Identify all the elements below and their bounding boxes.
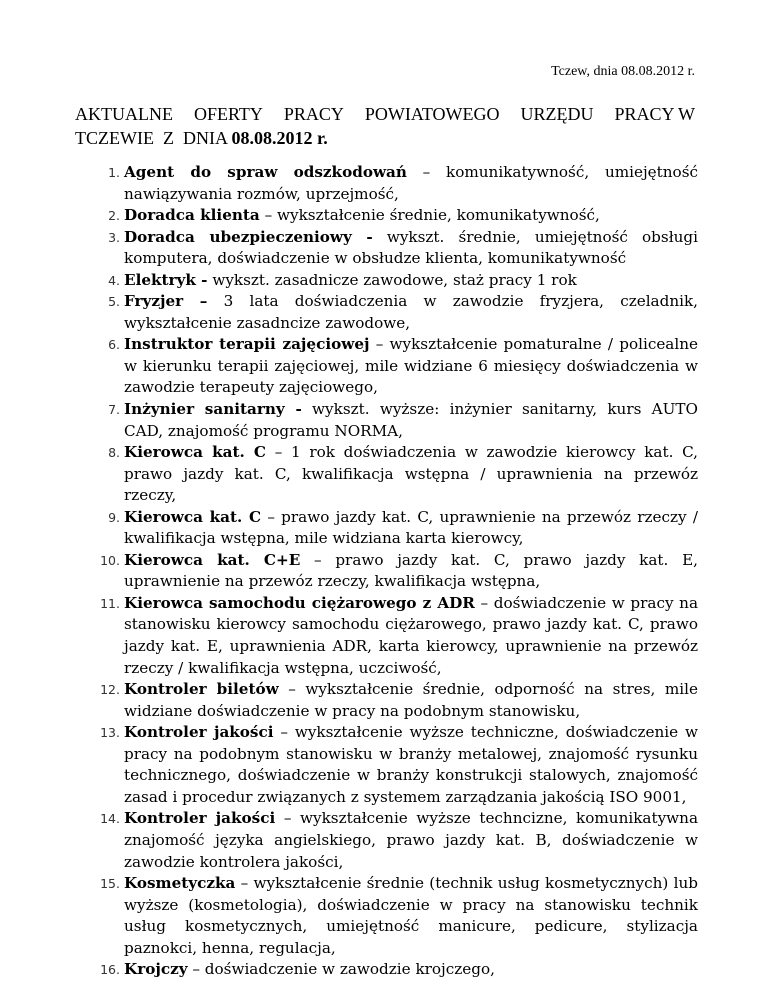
title-date: 08.08.2012 r.	[231, 128, 328, 148]
job-offer-item	[0, 399, 698, 442]
item-number: 16.	[100, 962, 120, 978]
job-offer-item	[0, 593, 698, 679]
item-number: 15.	[100, 876, 120, 892]
job-offer-item	[0, 507, 698, 550]
job-offer-item	[0, 162, 698, 205]
job-requirements: – doświadczenie w zawodzie krojczego,	[187, 960, 495, 979]
title-prefix: TCZEWIE Z DNIA	[75, 128, 232, 148]
job-requirements: wykszt. zasadnicze zawodowe, staż pracy 1 rok	[207, 270, 577, 289]
item-number: 13.	[100, 725, 120, 741]
item-number: 10.	[100, 552, 120, 568]
job-requirements: wykszt. średnie, umiejętność obsługi komputera, doświadczenie w obsłudze klienta, komunikatywność	[124, 227, 698, 268]
job-offer-item	[0, 873, 698, 959]
item-number: 6.	[108, 337, 120, 353]
job-offer-item	[0, 722, 698, 808]
item-number: 12.	[100, 682, 120, 698]
title-word: POWIATOWEGO	[364, 104, 500, 124]
job-requirements: wykszt. wyższe: inżynier sanitarny, kurs AUTO CAD, znajomość programu NORMA,	[124, 400, 698, 440]
job-requirements: – prawo jazdy kat. C, uprawnienie na przewóz rzeczy / kwalifikacja wstępna, mile widziana karta kierowcy,	[124, 507, 698, 548]
job-offer-item	[0, 442, 698, 507]
job-requirements: – 1 rok doświadczenia w zawodzie kierowcy kat. C, prawo jazdy kat. C, kwalifikacja wstępna / uprawnienia na przewóz rzeczy,	[124, 443, 698, 505]
job-offer-item	[0, 227, 698, 270]
job-requirements: – wykształcenie wyższe techniczne, doświadczenie w pracy na podobnym stanowisku w branży metalowej, znajomość rysunku technicznego, doświadczenie w branży konstrukcji stalowych, znajomość zasad i procedur związanych z systemem zarządzania jakością ISO 9001,	[124, 723, 698, 806]
title-word: PRACY	[283, 104, 344, 124]
job-offer-item	[0, 270, 698, 292]
job-title: Kontroler biletów	[124, 680, 279, 699]
title-word: OFERTY	[193, 104, 263, 124]
job-title: Kierowca kat. C	[124, 507, 262, 526]
job-requirements: – wykształcenie średnie, komunikatywność,	[259, 206, 600, 225]
item-number: 7.	[108, 402, 120, 418]
job-requirements: 3 lata doświadczenia w zawodzie fryzjera, czeladnik, wykształcenie zasadncize zawodowe,	[124, 292, 698, 332]
job-offer-item	[0, 550, 698, 593]
job-requirements: – doświadczenie w pracy na stanowisku kierowcy samochodu ciężarowego, prawo jazdy kat. C, prawo jazdy kat. E, uprawnienia ADR, karta kierowcy, uprawnienie na przewóz rzeczy / kwalifikacja wstępna, uczciwość,	[124, 593, 698, 677]
job-requirements: – wykształcenie średnie, odporność na stres, mile widziane doświadczenie w pracy na podobnym stanowisku,	[124, 680, 698, 720]
job-offer-item	[0, 959, 698, 981]
job-title: Kierowca samochodu ciężarowego z ADR	[124, 593, 475, 612]
job-title: Kierowca kat. C+E	[124, 550, 301, 569]
item-number: 3.	[108, 229, 120, 245]
job-title: Elektryk -	[124, 270, 208, 289]
job-title: Agent do spraw odszkodowań	[124, 163, 407, 181]
item-number: 14.	[100, 811, 120, 827]
job-offer-item	[0, 205, 698, 227]
item-number: 5.	[108, 294, 120, 310]
job-title: Kosmetyczka	[124, 874, 236, 893]
job-requirements: – wykształcenie wyższe techncizne, komunikatywna znajomość języka angielskiego, prawo jazdy kat. B, doświadczenie w zawodzie kontrolera jakości,	[124, 809, 698, 871]
item-number: 4.	[108, 272, 120, 288]
item-number: 8.	[108, 445, 120, 461]
item-number: 11.	[100, 595, 120, 611]
job-title: Kontroler jakości	[124, 723, 274, 742]
job-requirements: – prawo jazdy kat. C, prawo jazdy kat. E, uprawnienie na przewóz rzeczy, kwalifikacja wstępna,	[124, 550, 698, 591]
date-line: Tczew, dnia 08.08.2012 r.	[551, 64, 695, 79]
item-number: 9.	[108, 509, 120, 525]
item-number: 2.	[108, 208, 120, 224]
job-title: Kierowca kat. C	[124, 443, 266, 462]
job-title: Instruktor terapii zajęciowej	[124, 335, 370, 354]
title-line-1	[75, 102, 695, 126]
title-word: URZĘDU	[520, 104, 594, 124]
job-title: Doradca klienta	[124, 206, 260, 225]
job-offer-item	[0, 808, 698, 873]
job-requirements: – komunikatywność, umiejętność nawiązywania rozmów, uprzejmość,	[124, 163, 698, 203]
item-number: 1.	[108, 165, 120, 180]
job-offer-item	[0, 291, 698, 334]
job-title: Doradca ubezpieczeniowy -	[124, 227, 373, 246]
job-offer-item	[0, 679, 698, 722]
job-title: Fryzjer –	[124, 292, 208, 311]
job-title: Kontroler jakości	[124, 809, 276, 828]
job-requirements: – wykształcenie średnie (technik usług kosmetycznych) lub wyższe (kosmetologia), doświadczenie w pracy na stanowisku technik usług kosmetycznych, umiejętność manicure, pedicure, stylizacja paznokci, henna, regulacja,	[124, 874, 698, 957]
job-requirements: – wykształcenie pomaturalne / policealne w kierunku terapii zajęciowej, mile widziane 6 miesięcy doświadczenia w zawodzie terapeuty zajęciowego,	[124, 335, 698, 397]
title-word: AKTUALNE	[75, 104, 173, 124]
job-offers-list	[0, 162, 768, 981]
title-line-2	[75, 126, 695, 150]
job-offer-item	[0, 334, 698, 399]
job-title: Inżynier sanitarny -	[124, 400, 302, 419]
document-title	[75, 102, 695, 150]
title-word: PRACY W	[614, 104, 695, 124]
job-title: Krojczy	[124, 960, 188, 979]
